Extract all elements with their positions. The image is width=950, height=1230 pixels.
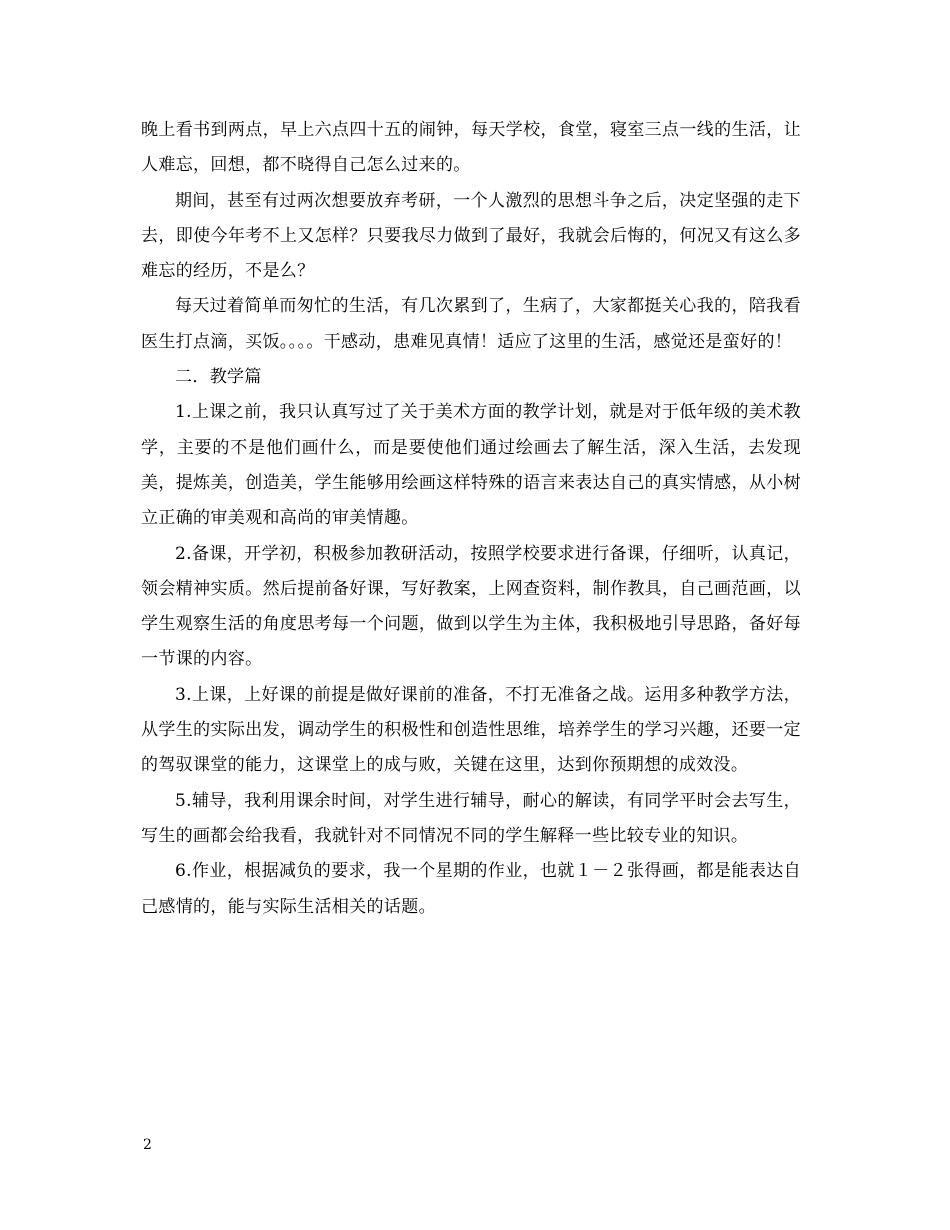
paragraph-homework: 6.作业，根据减负的要求，我一个星期的作业，也就１－２张得画，都是能表达自己感情的，能与实际生活相关的话题。: [141, 861, 801, 917]
paragraph-tutoring: 5.辅导，我利用课余时间，对学生进行辅导，耐心的解读，有同学平时会去写生，写生的画都会给我看，我就针对不同情况不同的学生解释一些比较专业的知识。: [141, 790, 801, 846]
body-text: [141, 113, 801, 925]
paragraph-study-routine: 晚上看书到两点，早上六点四十五的闹钟，每天学校，食堂，寝室三点一线的生活，让人难忘，回想，都不晓得自己怎么过来的。: [141, 120, 801, 176]
paragraph-lesson-prep: 2.备课，开学初，积极参加教研活动，按照学校要求进行备课，仔细听，认真记，领会精神实质。然后提前备好课，写好教案，上网查资料，制作教具，自己画范画，以学生观察生活的角度思考每一个问题，做到以学生为主体，我积极地引导思路，备好每一节课的内容。: [141, 543, 801, 670]
paragraph-daily-life: 每天过着简单而匆忙的生活，有几次累到了，生病了，大家都挺关心我的，陪我看医生打点滴，买饭。。。。干感动，患难见真情！适应了这里的生活，感觉还是蛮好的！: [141, 296, 801, 352]
page-number: 2: [143, 1137, 152, 1153]
paragraph-teaching-plan: 1.上课之前，我只认真写过了关于美术方面的教学计划，就是对于低年级的美术教学，主要的不是他们画什么，而是要使他们通过绘画去了解生活，深入生活，去发现美，提炼美，创造美，学生能够用绘画这样特殊的语言来表达自己的真实情感，从小树立正确的审美观和高尚的审美情趣。: [141, 402, 801, 529]
paragraph-perseverance: 期间，甚至有过两次想要放弃考研，一个人激烈的思想斗争之后，决定坚强的走下去，即使今年考不上又怎样？只要我尽力做到了最好，我就会后悔的，何况又有这么多难忘的经历，不是么？: [141, 190, 801, 282]
paragraph-classes: 3.上课，上好课的前提是做好课前的准备，不打无准备之战。运用多种教学方法，从学生的实际出发，调动学生的积极性和创造性思维，培养学生的学习兴趣，还要一定的驾驭课堂的能力，这课堂上的成与败，关键在这里，达到你预期想的成效没。: [141, 684, 801, 776]
section-heading-teaching: 二．教学篇: [175, 367, 262, 388]
